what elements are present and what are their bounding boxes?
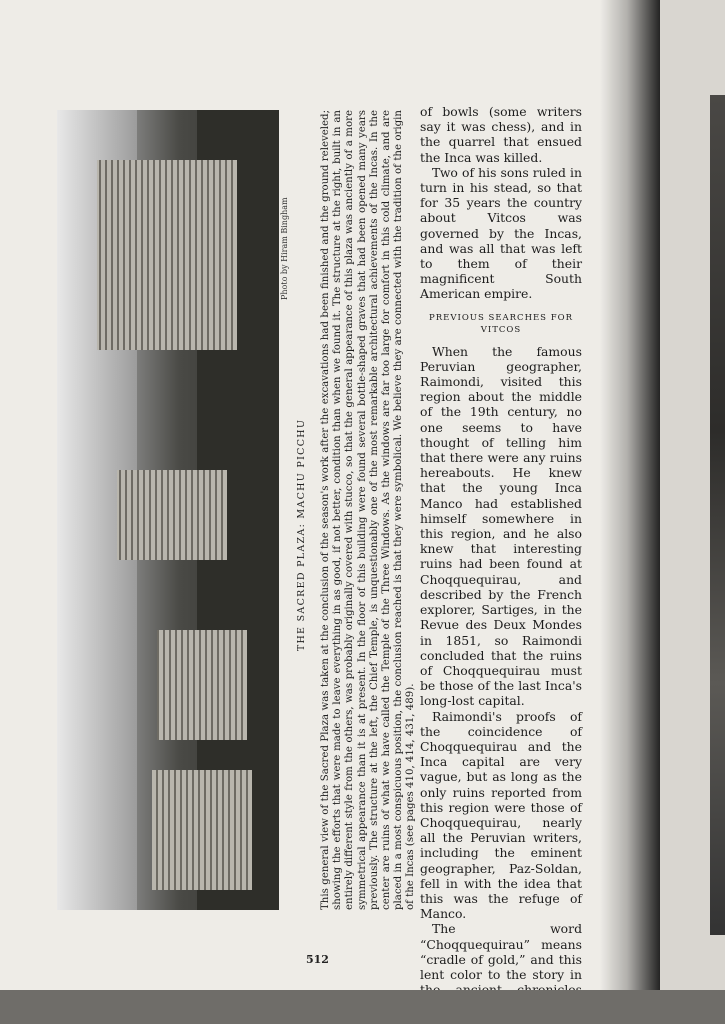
paragraph: The word “Choqquequirau” means “cradle of gold,” and this lent color to the story in (420, 921, 582, 982)
paragraph: Two of his sons ruled in turn in his stead, so that for 35 years the country about Vitcos was governed by the Incas, and was all that was left to them of their magnificent South American empire. (420, 164, 582, 302)
paragraph: of bowls (some writers say it was chess), and in the quarrel that ensued the Inca was killed. (420, 104, 582, 165)
page-number: 512 (306, 953, 329, 966)
section-heading: PREVIOUS SEARCHES FOR VITCOS (429, 312, 573, 335)
caption-body: This general view of the Sacred Plaza was taken at the conclusion of the season's work after the excavations had been finished and the ground releveled; showing the efforts that were made to leave everything in as good, if not better, condition than when we found it. The structure at the right, built in an entirely different style from the others, was probably originally covered with stucco, so that the general appearance of this plaza was anciently of a more symmetrical appearance than it is at present. In the floor of this building were found several bottle-shaped graves that had been opened many years previously. The structure at the left, the Chief Temple, is unquestionably one of the most remarkable architectural achievements of the Incas. In the center are ruins of what we have called the Temple of the Three Windows. As the windows are far too large for comfort in this cold climate, and are placed in a most conspicuous position, the conclusion reached is that they were symbolical. We believe they are connected with the tradition of the origin of the Incas (see pages 410, 414, 431, 489). (320, 110, 417, 910)
background-surface (0, 990, 725, 1024)
photo-credit: Photo by Hiram Bingham (280, 197, 289, 300)
text-column (420, 104, 582, 1013)
book-gutter-shadow (600, 0, 660, 1000)
paragraph: Raimondi's proofs of the coincidence of Choqquequirau and the Inca capital are very vague, but as long as the only ruins reported from this region were those of Choqquequirau, nearly all the Peruvian writers, including the eminent geographer, Paz-Soldan, fell in with the idea that this was the refuge of Manco. (420, 708, 582, 922)
caption-title: THE SACRED PLAZA: MACHU PICCHU (296, 418, 307, 652)
facing-page-photo (710, 95, 725, 935)
photograph-sacred-plaza (57, 110, 279, 910)
paragraph: When the famous Peruvian geographer, Raimondi, visited this region about the middle of the 19th century, no one seems to have thought of telling him that there were any ruins hereabouts. He knew that the young Inca Manco had established himself somewhere in this region, and he also knew that interesting ruins had been found at Choqquequirau, and described by the French explorer, Sartiges, in the Revue des Deux Mondes in 1851, so Raimondi concluded that the ruins of Choqquequirau must be those of the last Inca's long-lost capital. (420, 343, 582, 709)
